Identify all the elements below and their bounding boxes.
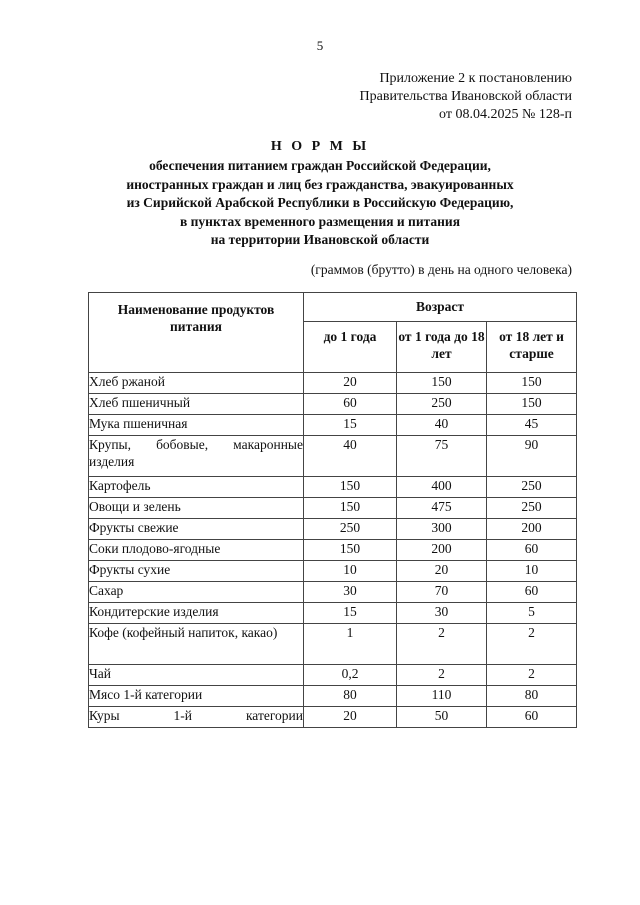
header-product-name: Наименование продуктов питания (89, 293, 304, 373)
value-18-plus-cell: 5 (487, 603, 577, 624)
value-18-plus-cell: 2 (487, 624, 577, 665)
value-under-1-cell: 40 (304, 436, 397, 477)
product-name-cell: Хлеб ржаной (89, 373, 304, 394)
product-name-cell: Крупы, бобовые, макаронные изделия (89, 436, 304, 477)
value-1-to-18-cell: 50 (397, 707, 487, 728)
appendix-line-3: от 08.04.2025 № 128-п (439, 107, 572, 122)
page-number: 5 (316, 38, 324, 53)
value-1-to-18-cell: 70 (397, 582, 487, 603)
product-name-cell: Кондитерские изделия (89, 603, 304, 624)
unit-note: (граммов (брутто) в день на одного человека) (310, 262, 572, 277)
table-row (89, 686, 577, 707)
table-row (89, 436, 577, 477)
document-title (0, 137, 640, 250)
table-row (89, 561, 577, 582)
product-name-cell: Картофель (89, 477, 304, 498)
product-name-cell: Соки плодово-ягодные (89, 540, 304, 561)
appendix-note (360, 70, 572, 124)
product-name-cell: Фрукты свежие (89, 519, 304, 540)
value-18-plus-cell: 150 (487, 394, 577, 415)
value-1-to-18-cell: 250 (397, 394, 487, 415)
value-1-to-18-cell: 40 (397, 415, 487, 436)
value-under-1-cell: 150 (304, 498, 397, 519)
appendix-line-1: Приложение 2 к постановлению (379, 71, 572, 86)
table-row (89, 707, 577, 728)
value-1-to-18-cell: 300 (397, 519, 487, 540)
value-18-plus-cell: 200 (487, 519, 577, 540)
table-row (89, 624, 577, 665)
value-18-plus-cell: 250 (487, 477, 577, 498)
norms-table (88, 292, 577, 728)
title-line-1: обеспечения питанием граждан Российской Федерации, (149, 158, 491, 173)
product-name-cell: Сахар (89, 582, 304, 603)
value-18-plus-cell: 90 (487, 436, 577, 477)
table-row (89, 519, 577, 540)
header-col-1-to-18: от 1 года до 18 лет (397, 322, 487, 373)
product-name-cell: Кофе (кофейный напиток, какао) (89, 624, 304, 665)
value-under-1-cell: 15 (304, 415, 397, 436)
value-under-1-cell: 80 (304, 686, 397, 707)
value-1-to-18-cell: 110 (397, 686, 487, 707)
value-18-plus-cell: 60 (487, 582, 577, 603)
value-1-to-18-cell: 475 (397, 498, 487, 519)
value-under-1-cell: 60 (304, 394, 397, 415)
title-line-3: из Сирийской Арабской Республики в Российскую Федерацию, (126, 195, 514, 210)
value-18-plus-cell: 60 (487, 540, 577, 561)
value-1-to-18-cell: 20 (397, 561, 487, 582)
value-1-to-18-cell: 2 (397, 624, 487, 665)
product-name-cell: Мука пшеничная (89, 415, 304, 436)
value-under-1-cell: 20 (304, 707, 397, 728)
value-18-plus-cell: 2 (487, 665, 577, 686)
table-row (89, 665, 577, 686)
title-main: Н О Р М Ы (270, 139, 370, 154)
product-name-cell: Овощи и зелень (89, 498, 304, 519)
value-under-1-cell: 0,2 (304, 665, 397, 686)
value-under-1-cell: 20 (304, 373, 397, 394)
table-row (89, 415, 577, 436)
product-name-cell: Мясо 1-й категории (89, 686, 304, 707)
value-under-1-cell: 15 (304, 603, 397, 624)
table-row (89, 498, 577, 519)
value-under-1-cell: 1 (304, 624, 397, 665)
appendix-line-2: Правительства Ивановской области (359, 89, 572, 104)
value-1-to-18-cell: 2 (397, 665, 487, 686)
value-18-plus-cell: 80 (487, 686, 577, 707)
table-row (89, 582, 577, 603)
product-name-cell: Чай (89, 665, 304, 686)
product-name-cell: Хлеб пшеничный (89, 394, 304, 415)
value-1-to-18-cell: 30 (397, 603, 487, 624)
value-under-1-cell: 250 (304, 519, 397, 540)
value-18-plus-cell: 250 (487, 498, 577, 519)
header-col-18-plus: от 18 лет и старше (487, 322, 577, 373)
value-18-plus-cell: 45 (487, 415, 577, 436)
value-under-1-cell: 150 (304, 477, 397, 498)
header-age: Возраст (304, 293, 577, 322)
table-row (89, 603, 577, 624)
value-under-1-cell: 150 (304, 540, 397, 561)
title-line-5: на территории Ивановской области (210, 232, 430, 247)
value-1-to-18-cell: 150 (397, 373, 487, 394)
value-under-1-cell: 10 (304, 561, 397, 582)
title-line-4: в пунктах временного размещения и питания (179, 213, 461, 229)
value-18-plus-cell: 60 (487, 707, 577, 728)
table-row (89, 373, 577, 394)
norms-table-body (89, 373, 577, 728)
table-row (89, 540, 577, 561)
product-name-cell: Фрукты сухие (89, 561, 304, 582)
value-1-to-18-cell: 400 (397, 477, 487, 498)
table-row (89, 477, 577, 498)
value-1-to-18-cell: 200 (397, 540, 487, 561)
header-col-under-1: до 1 года (304, 322, 397, 373)
value-under-1-cell: 30 (304, 582, 397, 603)
value-18-plus-cell: 10 (487, 561, 577, 582)
product-name-cell: Куры 1-й категории (89, 707, 304, 728)
title-line-2: иностранных граждан и лиц без гражданства, эвакуированных (126, 176, 514, 192)
table-row (89, 394, 577, 415)
value-1-to-18-cell: 75 (397, 436, 487, 477)
value-18-plus-cell: 150 (487, 373, 577, 394)
